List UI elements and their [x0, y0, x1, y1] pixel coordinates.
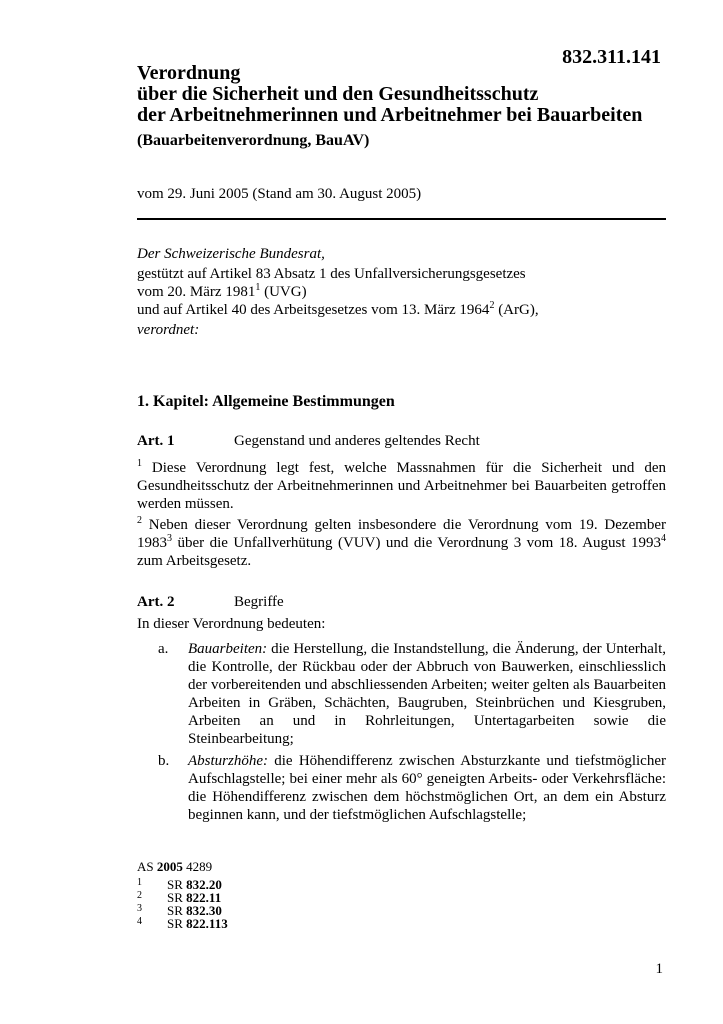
sr-link[interactable]: 822.11 [186, 890, 222, 905]
definition-marker: a. [158, 641, 169, 657]
footnotes [137, 859, 228, 931]
preamble-basis-1a: gestützt auf Artikel 83 Absatz 1 des Unfallversicherungsgesetzes [137, 266, 526, 282]
preamble-issuer: Der Schweizerische Bundesrat, [137, 246, 325, 262]
article-1-number: Art. 1 [137, 433, 175, 449]
footnote-ref-4[interactable]: 4 [661, 533, 666, 544]
sr-link[interactable]: 832.20 [186, 877, 222, 892]
article-2-heading [137, 594, 284, 611]
chapter-heading: 1. Kapitel: Allgemeine Bestimmungen [137, 393, 395, 410]
footnote-item: 2 SR 822.11 [137, 890, 222, 905]
sr-link[interactable]: 832.30 [186, 903, 222, 918]
definition-marker: b. [158, 753, 170, 769]
title-line-1: Verordnung [137, 62, 241, 84]
document-title [137, 63, 642, 151]
preamble-basis-1b: vom 20. März 1981$^1$ (UVG) [137, 282, 307, 300]
page-number: 1 [655, 961, 663, 977]
article-2-intro: In dieser Verordnung bedeuten: [137, 616, 326, 632]
article-2-title: Begriffe [234, 594, 284, 610]
definition-text: Absturzhöhe: die Höhendifferenz zwischen Absturzkante und tiefstmöglicher Aufschlagstelle; bei einer mehr als 60° geneigten Arbeits- oder Verkehrsfläche: die Höhendifferenz zwischen dem höchstmöglichen Ort, an dem ein Absturz beginnen kann, und der tiefstmöglichen Aufschlagstelle; [188, 753, 666, 823]
preamble-decree: verordnet: [137, 322, 200, 338]
definition-text: Bauarbeiten: die Herstellung, die Instandstellung, die Änderung, der Unterhalt, die Kontrolle, der Rückbau oder der Abbruch von Bauwerken, einschliesslich der vorbereitenden und abschliessenden Arbeiten; weiter gelten als Bauarbeiten Arbeiten in Gräben, Schächten, Baugruben, Steinbrüchen und Kiesgruben, Arbeiten an und in Rohrleitungen, Untertagarbeiten sowie die Steinbearbeitung; [188, 641, 666, 747]
sr-link[interactable]: 822.113 [186, 916, 228, 931]
title-subtitle: (Bauarbeitenverordnung, BauAV) [137, 132, 370, 149]
sr-number: 832.311.141 [562, 46, 661, 68]
title-divider [137, 218, 666, 220]
official-compilation-ref: AS 2005 4289 [137, 859, 213, 874]
date-line: vom 29. Juni 2005 (Stand am 30. August 2005) [137, 186, 422, 202]
article-1-title: Gegenstand und anderes geltendes Recht [234, 433, 480, 449]
preamble-basis-2: und auf Artikel 40 des Arbeitsgesetzes vom 13. März 1964$^2$ (ArG), [137, 300, 539, 318]
article-1-heading [137, 433, 480, 450]
article-1-paragraph-2: $^2$ Neben dieser Verordnung gelten insbesondere die Verordnung vom 19. Dezember 1983$^3$ über die Unfallverhütung (VUV) und die Verordnung 3 vom 18. August 1993$^4$ zum Arbeitsgesetz. [137, 515, 666, 569]
title-line-3: der Arbeitnehmerinnen und Arbeitnehmer bei Bauarbeiten [137, 104, 643, 126]
footnote-item: 4 SR 822.113 [137, 916, 228, 931]
footnote-item: 3 SR 832.30 [137, 903, 222, 918]
footnote-item: 1 SR 832.20 [137, 877, 222, 892]
footnote-ref-3[interactable]: 3 [167, 533, 172, 544]
footnote-ref-1[interactable]: 1 [255, 282, 261, 293]
article-1-paragraph-1: $^1$ Diese Verordnung legt fest, welche Massnahmen für die Sicherheit und den Gesundheitsschutz der Arbeitnehmerinnen und Arbeitnehmer bei Bauarbeiten getroffen werden müssen. [137, 458, 666, 512]
article-2-number: Art. 2 [137, 594, 175, 610]
title-line-2: über die Sicherheit und den Gesundheitsschutz [137, 83, 539, 105]
footnote-ref-2[interactable]: 2 [489, 300, 495, 311]
